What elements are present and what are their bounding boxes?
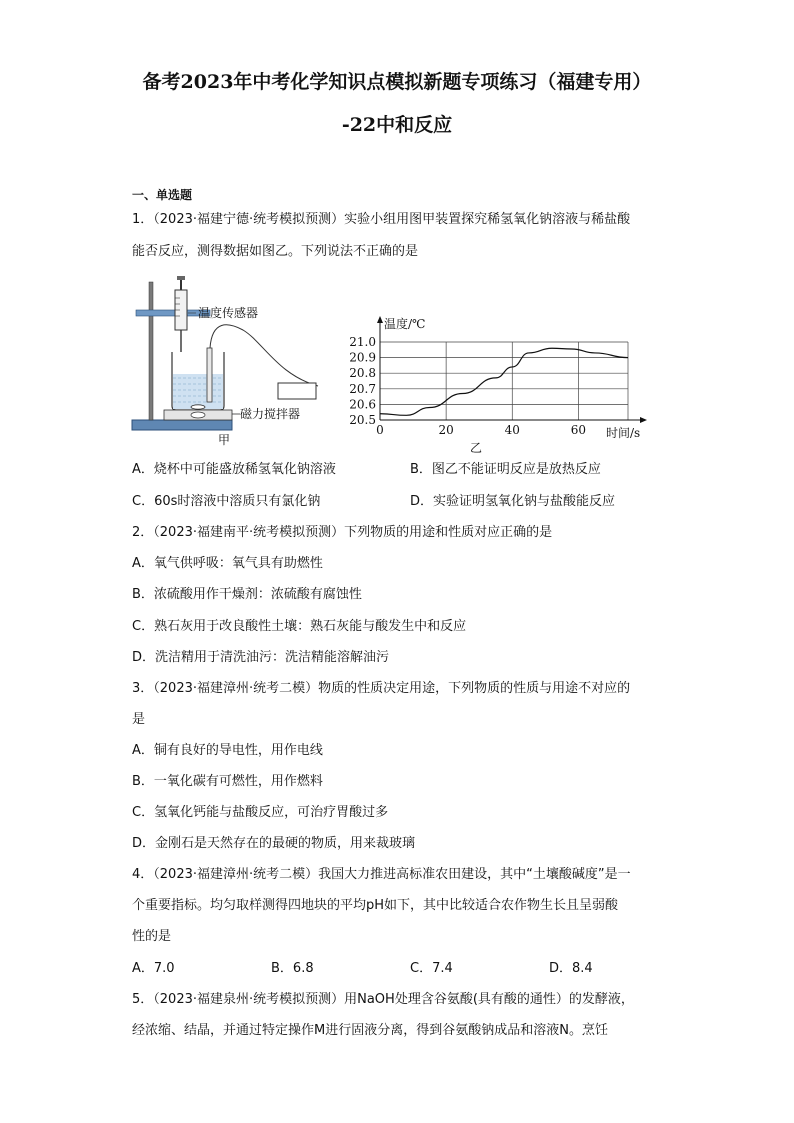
- q3-option-d[interactable]: D．金刚石是天然存在的最硬的物质，用来裁玻璃: [132, 836, 416, 851]
- apparatus-figure: [128, 270, 328, 450]
- x-axis-arrow: [640, 417, 647, 423]
- q1-stem-line1: 1．（2023·福建宁德·统考模拟预测）实验小组用图甲装置探究稀氢氧化钠溶液与稀盐酸: [132, 212, 631, 227]
- x-tick-label: 20: [438, 423, 454, 437]
- stirrer-label: 磁力搅拌器: [240, 407, 301, 421]
- chart-grid: [380, 342, 628, 420]
- q4-option-d[interactable]: D．8.4: [549, 961, 593, 976]
- figure-jia-caption: 甲: [218, 433, 231, 447]
- q5-stem-line1: 5．（2023·福建泉州·统考模拟预测）用NaOH处理含谷氨酸(具有酸的通性）的发酵液，: [132, 992, 634, 1007]
- section-heading: 一、单选题: [132, 188, 193, 202]
- chart-caption: 乙: [470, 441, 483, 455]
- q3-option-a[interactable]: A．铜有良好的导电性，用作电线: [132, 743, 323, 758]
- stand-base: [132, 420, 232, 430]
- y-tick-label: 20.8: [349, 366, 376, 381]
- y-tick-label: 21.0: [349, 335, 376, 349]
- q4-option-b[interactable]: B．6.8: [271, 961, 314, 976]
- q5-stem-line2: 经浓缩、结晶，并通过特定操作M进行固液分离，得到谷氨酸钠成品和溶液N。烹饪: [132, 1023, 608, 1038]
- x-tick-label: 0: [376, 423, 384, 437]
- q2-option-c[interactable]: C．熟石灰用于改良酸性土壤：熟石灰能与酸发生中和反应: [132, 619, 467, 634]
- q1-stem-line2: 能否反应，测得数据如图乙。下列说法不正确的是: [132, 244, 419, 259]
- syringe-plunger: [177, 276, 185, 280]
- doc-title-line1: 备考2023年中考化学知识点模拟新题专项练习（福建专用）: [142, 71, 652, 93]
- stir-bar: [191, 405, 205, 409]
- q1-option-d[interactable]: D．实验证明氢氧化钠与盐酸能反应: [410, 494, 616, 509]
- sensor-label: 温度传感器: [198, 306, 259, 320]
- q3-option-b[interactable]: B．一氧化碳有可燃性，用作燃料: [132, 774, 323, 789]
- chart-xlabel: 时间/s: [606, 426, 641, 440]
- data-logger-box: [278, 383, 316, 399]
- q2-option-a[interactable]: A．氧气供呼吸：氧气具有助燃性: [132, 556, 323, 571]
- q4-stem-line3: 性的是: [132, 929, 172, 944]
- q1-option-a[interactable]: A．烧杯中可能盛放稀氢氧化钠溶液: [132, 462, 336, 477]
- y-tick-label: 20.5: [349, 413, 376, 427]
- chart-tick-labels: [349, 335, 586, 437]
- q3-option-c[interactable]: C．氢氧化钙能与盐酸反应，可治疗胃酸过多: [132, 805, 389, 820]
- x-tick-label: 40: [504, 423, 520, 437]
- q2-stem: 2．（2023·福建南平·统考模拟预测）下列物质的用途和性质对应正确的是: [132, 525, 553, 540]
- q1-option-b[interactable]: B．图乙不能证明反应是放热反应: [410, 462, 601, 477]
- doc-title-line2: -22中和反应: [341, 114, 453, 136]
- temperature-chart: [340, 310, 680, 455]
- beaker-solution: [173, 374, 223, 409]
- temperature-probe: [207, 348, 212, 402]
- y-tick-label: 20.7: [349, 381, 376, 396]
- stand-rod: [149, 282, 153, 420]
- q4-stem-line2: 个重要指标。均匀取样测得四地块的平均pH如下，其中比较适合农作物生长且呈弱酸: [132, 898, 619, 913]
- y-axis-arrow: [377, 316, 383, 323]
- q4-option-a[interactable]: A．7.0: [132, 961, 175, 976]
- q1-option-c[interactable]: C．60s时溶液中溶质只有氯化钠: [132, 494, 321, 509]
- q3-stem-line2: 是: [132, 712, 146, 727]
- sensor-cable: [210, 325, 318, 386]
- q4-option-c[interactable]: C．7.4: [410, 961, 453, 976]
- chart-series-group: [380, 348, 628, 415]
- q2-option-b[interactable]: B．浓硫酸用作干燥剂：浓硫酸有腐蚀性: [132, 587, 362, 602]
- q3-stem-line1: 3．（2023·福建漳州·统考二模）物质的性质决定用途，下列物质的性质与用途不对应的: [132, 681, 631, 696]
- q4-stem-line1: 4．（2023·福建漳州·统考二模）我国大力推进高标准农田建设，其中“土壤酸碱度”是一: [132, 867, 631, 882]
- y-tick-label: 20.6: [349, 397, 376, 412]
- y-tick-label: 20.9: [349, 350, 376, 365]
- q2-option-d[interactable]: D．洗洁精用于清洗油污：洗洁精能溶解油污: [132, 650, 390, 665]
- series-line-temperature: [380, 348, 628, 415]
- chart-ylabel: 温度/℃: [384, 317, 426, 331]
- x-tick-label: 60: [570, 423, 587, 437]
